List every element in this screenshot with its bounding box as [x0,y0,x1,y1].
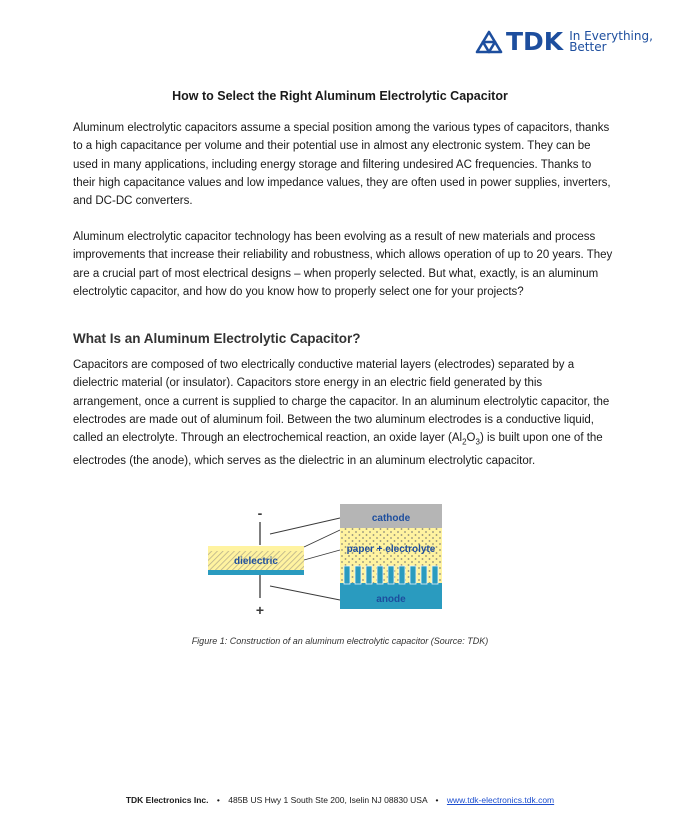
section-heading: What Is an Aluminum Electrolytic Capacitor? [73,331,361,346]
capacitor-diagram [200,500,450,625]
cathode-label: cathode [371,513,411,524]
tdk-logo [474,27,653,56]
footer-bullet-2: • [435,795,439,805]
connector-electrolyte-top [304,530,340,547]
anode-label: anode [376,594,406,605]
definition-paragraph [73,356,613,470]
footer-address: 485B US Hwy 1 South Ste 200, Iselin NJ 08830 USA [228,795,428,805]
minus-sign: - [257,505,263,521]
definition-text-o: O [466,432,476,445]
subscript-2: 2 [462,437,467,447]
page-footer [0,795,680,805]
footer-company: TDK Electronics Inc. [125,795,209,805]
left-top-plate [208,546,304,551]
figure-caption: Figure 1: Construction of an aluminum electrolytic capacitor (Source: TDK) [191,636,489,646]
dielectric-label: dielectric [234,556,278,567]
footer-website-link[interactable]: www.tdk-electronics.tdk.com [446,795,555,805]
technology-paragraph: Aluminum electrolytic capacitor technology has been evolving as a result of new materials and process improvements that increase their reliability and robustness, which allows operation of up to 20 years. They are a crucial part of most electrical designs – when properly selected. But what, exactly, is an aluminum electrolytic capacitor, and how do you know how to properly select one for your projects? [73,231,613,298]
tagline-line2: Better [569,40,607,54]
definition-text-1: Capacitors are composed of two electrically conductive material layers (electrodes) separated by a dielectric material (or insulator). Capacitors store energy in an electric field generated by this arrangement, once a current is supplied to charge the capacitor. In an aluminum electrolytic capacitor, the electrodes are made out of aluminum foil. Between the two aluminum electrodes is a conductive liquid, called an electrolyte. Through an electrochemical reaction, an oxide layer (Al [73,359,610,445]
plus-sign: + [255,602,265,618]
tdk-logo-mark-icon [474,30,504,54]
subscript-3: 3 [475,437,480,447]
connector-cathode [270,518,340,534]
connector-anode [270,586,340,600]
footer-bullet-1: • [216,795,220,805]
paper-electrolyte-label: paper + electrolyte [346,544,436,555]
brand-name: TDK [506,27,564,56]
definition-text-2: ) is built upon one of the electrodes (the anode), which serves as the dielectric in an aluminum electrolytic capacitor. [73,432,603,467]
brand-tagline [569,31,653,53]
connector-dielectric [304,550,340,560]
left-anode-plate [208,570,304,575]
intro-paragraph: Aluminum electrolytic capacitors assume a special position among the various types of capacitors, thanks to a high capacitance per volume and their potential use in almost any electronic system. They can be used in many applications, including energy storage and filtering undesired AC frequencies. Thanks to their high capacitance values and low impedance values, they are often used in power supplies, inverters, and DC-DC converters. [73,122,611,208]
anode-fingers [344,566,438,584]
tagline-line1: In Everything, [569,29,653,43]
page-title: How to Select the Right Aluminum Electrolytic Capacitor [172,89,508,103]
